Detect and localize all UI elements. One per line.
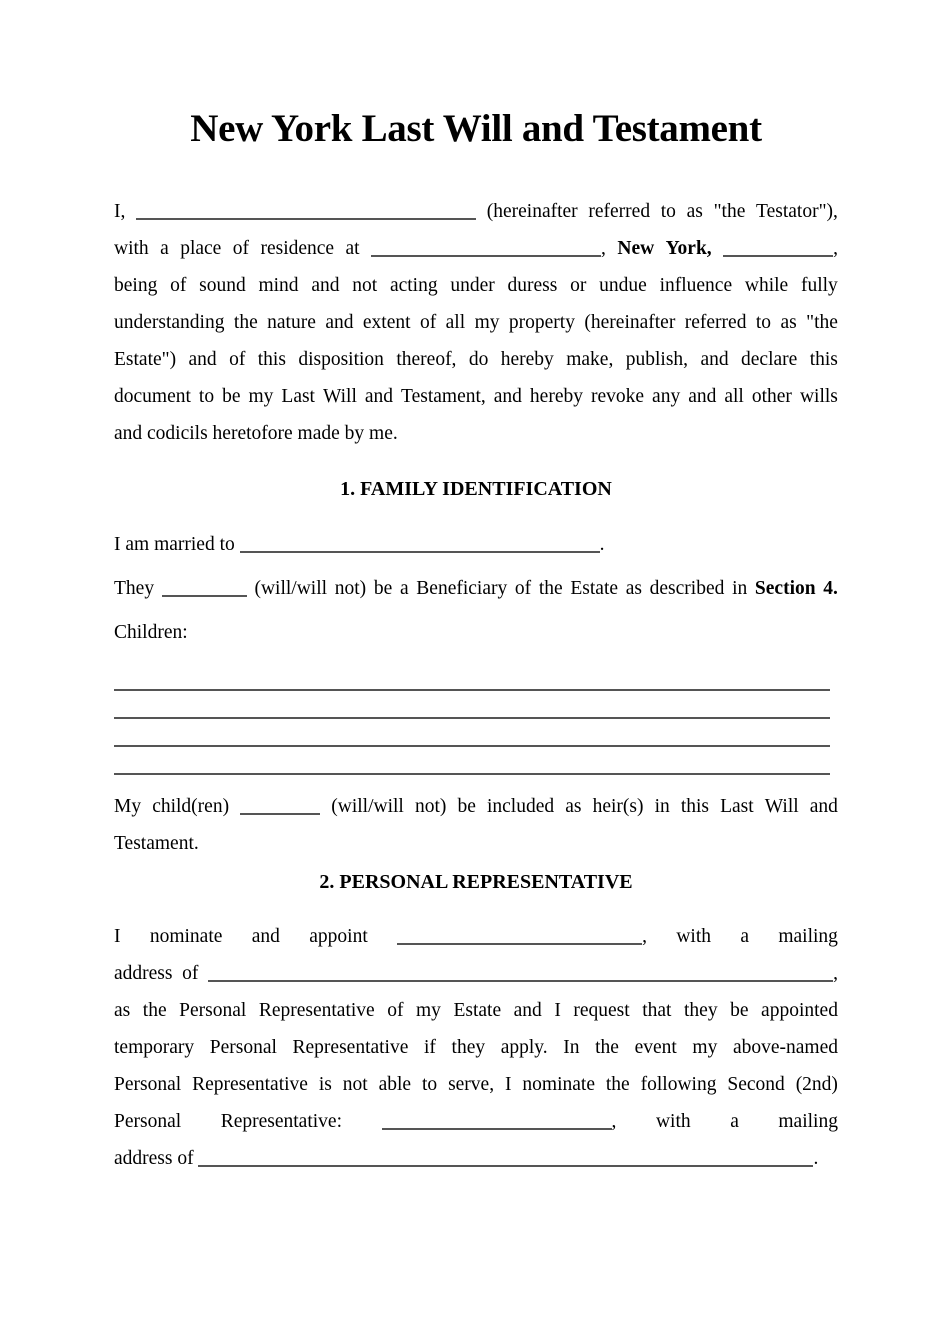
text-run: Children:: [114, 622, 188, 643]
blank-spouse-beneficiary-choice[interactable]: [162, 595, 247, 597]
text-run: Estate: [453, 1000, 502, 1021]
text-run: the: [142, 1000, 167, 1021]
text-run: this: [680, 796, 710, 817]
text-run: undue: [599, 275, 647, 296]
text-run: temporary: [114, 1037, 195, 1058]
blank-group: [136, 193, 476, 230]
text-line: [114, 1066, 838, 1103]
text-run: that: [642, 1000, 672, 1021]
text-run: nature: [267, 312, 316, 333]
text-run: Representative:: [220, 1111, 342, 1132]
text-run: nominate: [522, 1074, 595, 1095]
text-run: My: [114, 796, 142, 817]
text-run: I: [114, 926, 121, 947]
text-run: property: [508, 312, 575, 333]
text-run: event: [634, 1037, 677, 1058]
text-run: in: [654, 796, 670, 817]
text-line: [114, 614, 838, 651]
text-run: not): [334, 578, 367, 599]
text-run: and: [251, 926, 280, 947]
text-line: [114, 753, 838, 781]
text-run: is: [318, 1074, 332, 1095]
text-run: address of: [114, 1148, 194, 1169]
text-run: of: [387, 1000, 404, 1021]
text-run: do: [468, 349, 489, 370]
text-run: my: [692, 1037, 718, 1058]
text-line: [114, 378, 838, 415]
text-run: and: [688, 386, 717, 407]
blank-children-entry-line-1[interactable]: [114, 689, 830, 691]
text-run: serve,: [448, 1074, 495, 1095]
text-run: Second: [727, 1074, 785, 1095]
children-write-in-area: [114, 669, 838, 781]
blank-group: ,: [382, 1103, 617, 1140]
text-run: I am married to: [114, 534, 235, 555]
text-run: Representative: [192, 1074, 308, 1095]
text-run: the: [233, 312, 258, 333]
text-run: Representative: [258, 1000, 375, 1021]
text-run: residence: [260, 238, 335, 259]
blank-group: .: [240, 534, 605, 555]
text-run: or: [570, 275, 587, 296]
text-run: as: [625, 578, 642, 599]
text-run: a: [730, 1111, 739, 1132]
text-run: wills: [799, 386, 838, 407]
text-run: above-named: [732, 1037, 838, 1058]
text-run: not: [342, 1074, 368, 1095]
text-run: apply.: [500, 1037, 548, 1058]
text-run: with: [676, 926, 711, 947]
text-run: referred: [588, 201, 651, 222]
blank-children-heir-choice[interactable]: [240, 813, 320, 815]
text-run: to: [421, 1074, 438, 1095]
text-run: in: [732, 578, 748, 599]
text-run: be: [457, 796, 476, 817]
text-line: [114, 526, 838, 563]
text-run: hereby: [529, 386, 583, 407]
text-run: revoke: [590, 386, 645, 407]
text-run: Beneficiary: [416, 578, 508, 599]
text-run: as: [114, 1000, 131, 1021]
text-run: understanding: [114, 312, 225, 333]
text-run: of: [514, 578, 532, 599]
text-run: child(ren): [152, 796, 230, 817]
text-line: [114, 304, 838, 341]
text-run: Last: [281, 386, 315, 407]
text-run: referred: [684, 312, 747, 333]
text-run: document: [114, 386, 191, 407]
text-run: (will/will: [254, 578, 328, 599]
text-run: as: [565, 796, 582, 817]
blank-children-entry-line-4[interactable]: [114, 773, 830, 775]
text-line: [114, 1140, 838, 1177]
text-run: (will/will: [331, 796, 404, 817]
text-run: not: [352, 275, 378, 296]
text-run: disposition: [298, 349, 384, 370]
text-run: my: [248, 386, 274, 407]
text-line: [114, 341, 838, 378]
text-run: Will: [322, 386, 357, 407]
blank-group: .: [198, 1148, 818, 1169]
blank-group: ,: [371, 230, 606, 267]
text-run: (hereinafter: [486, 201, 578, 222]
text-run: a: [740, 926, 749, 947]
text-run: at: [345, 238, 360, 259]
text-run: this: [257, 349, 286, 370]
blank-residence-address[interactable]: [371, 255, 601, 257]
text-run: (2nd): [795, 1074, 838, 1095]
text-run: appointed: [761, 1000, 838, 1021]
text-line: [114, 193, 838, 230]
text-run: make,: [566, 349, 614, 370]
text-line: [114, 918, 838, 955]
text-line: [114, 415, 838, 452]
blank-group: ,: [723, 230, 838, 267]
text-run: with: [114, 238, 149, 259]
text-run: request: [573, 1000, 630, 1021]
text-run: publish,: [625, 349, 689, 370]
text-run: Representative: [292, 1037, 409, 1058]
blank-residence-zip[interactable]: [723, 255, 833, 257]
text-run: Testament.: [114, 833, 199, 854]
text-run: and: [311, 275, 340, 296]
text-line: [114, 669, 838, 697]
text-run: to: [198, 386, 215, 407]
text-run: to: [755, 312, 772, 333]
text-run: I: [505, 1074, 512, 1095]
text-run: other: [751, 386, 792, 407]
text-run: as: [780, 312, 797, 333]
text-run: be: [730, 1000, 749, 1021]
text-run: (hereinafter: [584, 312, 676, 333]
text-run: Estate"): [114, 349, 177, 370]
text-run: appoint: [309, 926, 368, 947]
text-run: the: [595, 1037, 619, 1058]
text-run: to: [660, 201, 676, 222]
text-run: of: [170, 275, 187, 296]
text-run: any: [652, 386, 681, 407]
text-run: extent: [362, 312, 411, 333]
text-run: of: [182, 963, 199, 984]
text-run: of: [419, 312, 437, 333]
blank-personal-representative-address[interactable]: [208, 980, 833, 982]
text-run: this: [809, 349, 838, 370]
text-run: they: [451, 1037, 486, 1058]
text-line: [114, 955, 838, 992]
blank-testator-name[interactable]: [136, 218, 476, 220]
text-run: my: [474, 312, 500, 333]
text-run: and: [513, 1000, 542, 1021]
text-run: acting: [389, 275, 438, 296]
text-run: "the: [806, 312, 838, 333]
text-run: Personal: [209, 1037, 277, 1058]
blank-group: [162, 570, 247, 607]
text-run: while: [744, 275, 789, 296]
text-run: mind: [258, 275, 299, 296]
text-run: mailing: [778, 926, 838, 947]
text-run: "the: [713, 201, 746, 222]
children-label: [114, 614, 838, 651]
text-run: a: [399, 578, 409, 599]
blank-group: [114, 700, 830, 721]
text-run: I,: [114, 201, 126, 222]
text-run: New: [617, 238, 655, 259]
blank-second-representative-address[interactable]: [198, 1165, 813, 1167]
document-title: New York Last Will and Testament: [190, 107, 762, 150]
text-line: [114, 1029, 838, 1066]
text-run: Estate: [570, 578, 619, 599]
text-run: not): [414, 796, 447, 817]
blank-spouse-name[interactable]: [240, 551, 600, 553]
blank-personal-representative-name[interactable]: [397, 943, 642, 945]
text-line: [114, 788, 838, 825]
text-run: 4.: [823, 578, 838, 599]
representative-paragraph: [114, 918, 838, 1177]
text-run: I: [554, 1000, 561, 1021]
text-run: and: [188, 349, 217, 370]
text-run: and: [700, 349, 729, 370]
text-run: duress: [507, 275, 558, 296]
text-run: Testator"),: [756, 201, 838, 222]
blank-children-entry-line-2[interactable]: [114, 717, 830, 719]
text-line: [114, 725, 838, 753]
text-line: [114, 267, 838, 304]
text-run: of: [232, 238, 250, 259]
text-run: be: [222, 386, 241, 407]
text-run: Personal: [114, 1111, 182, 1132]
opening-paragraph: [114, 193, 838, 452]
section-2-heading: 2. PERSONAL REPRESENTATIVE: [319, 871, 633, 893]
marriage-line: [114, 526, 838, 563]
text-run: Personal: [179, 1000, 247, 1021]
text-run: Personal: [114, 1074, 182, 1095]
spouse-beneficiary-line: [114, 570, 838, 607]
blank-second-representative-name[interactable]: [382, 1128, 612, 1130]
text-run: Testament,: [401, 386, 486, 407]
text-run: described: [649, 578, 725, 599]
text-run: the: [538, 578, 563, 599]
blank-children-entry-line-3[interactable]: [114, 745, 830, 747]
text-run: declare: [741, 349, 798, 370]
text-run: following: [640, 1074, 717, 1095]
children-heirs-paragraph: [114, 788, 838, 862]
text-line: [114, 697, 838, 725]
text-run: a: [160, 238, 169, 259]
text-line: [114, 1103, 838, 1140]
text-run: as: [686, 201, 703, 222]
text-run: if: [424, 1037, 436, 1058]
text-run: able: [378, 1074, 412, 1095]
text-run: In: [563, 1037, 580, 1058]
blank-group: [114, 672, 830, 693]
text-run: They: [114, 578, 155, 599]
blank-group: ,: [208, 955, 838, 992]
text-run: mailing: [778, 1111, 838, 1132]
text-run: sound: [199, 275, 246, 296]
text-run: influence: [659, 275, 733, 296]
text-run: address: [114, 963, 173, 984]
text-run: Last: [720, 796, 754, 817]
blank-group: [114, 756, 830, 777]
text-run: Will: [764, 796, 799, 817]
text-run: all: [445, 312, 466, 333]
text-run: and: [325, 312, 354, 333]
text-line: [114, 230, 838, 267]
text-run: and codicils heretofore made by me.: [114, 423, 398, 444]
text-run: place: [180, 238, 222, 259]
text-run: with: [655, 1111, 691, 1132]
text-run: thereof,: [396, 349, 457, 370]
text-run: be: [373, 578, 393, 599]
text-run: nominate: [149, 926, 223, 947]
text-run: and: [364, 386, 394, 407]
text-run: and: [493, 386, 522, 407]
text-run: the: [605, 1074, 630, 1095]
text-run: and: [809, 796, 838, 817]
section-1-heading: 1. FAMILY IDENTIFICATION: [340, 478, 612, 500]
text-run: under: [450, 275, 495, 296]
text-run: included: [486, 796, 555, 817]
blank-group: ,: [397, 918, 647, 955]
text-run: my: [416, 1000, 441, 1021]
text-run: heir(s): [592, 796, 644, 817]
text-run: hereby: [500, 349, 554, 370]
text-run: all: [724, 386, 744, 407]
text-run: Section: [754, 578, 816, 599]
text-run: fully: [800, 275, 838, 296]
text-run: they: [684, 1000, 718, 1021]
blank-group: [240, 788, 320, 825]
text-line: [114, 570, 838, 607]
text-line: [114, 992, 838, 1029]
text-run: York,: [665, 238, 712, 259]
text-line: [114, 825, 838, 862]
blank-group: [114, 728, 830, 749]
text-run: being: [114, 275, 158, 296]
text-run: of: [229, 349, 246, 370]
